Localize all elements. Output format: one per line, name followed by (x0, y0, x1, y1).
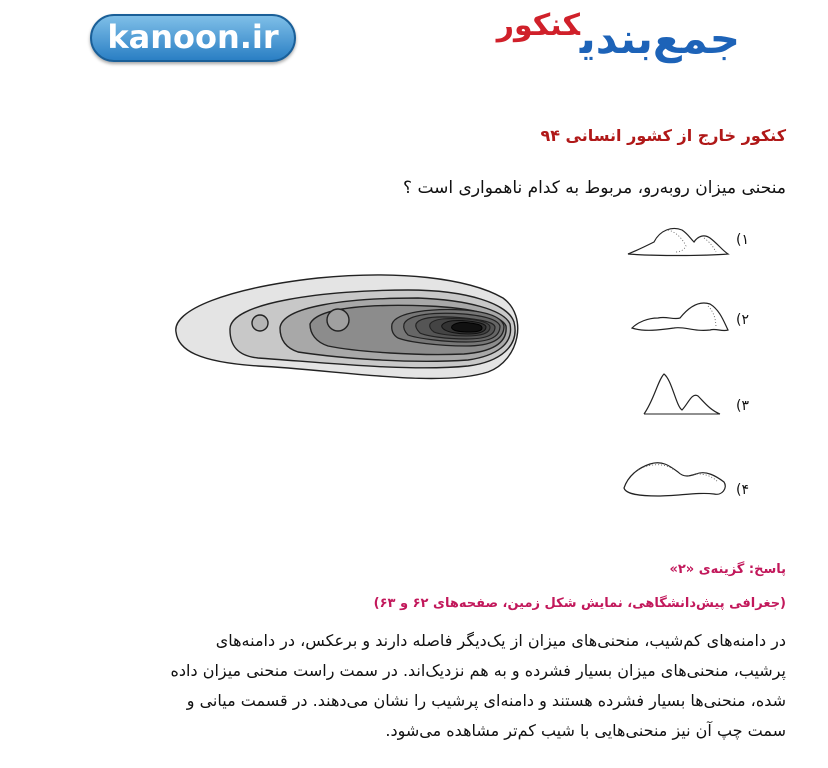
explanation-line: در دامنه‌های کم‌شیب، منحنی‌های میزان از یک‌دیگر فاصله دارند و برعکس، در دامنه‌های (215, 631, 786, 650)
kanoon-logo[interactable]: kanoon.ir (90, 14, 296, 62)
option-3-number: (۳ (736, 398, 749, 414)
hill-profile-icon (618, 452, 736, 502)
option-4-number: (۴ (736, 482, 749, 498)
option-2[interactable] (624, 298, 764, 342)
explanation-line: شده، منحنی‌ها بسیار فشرده هستند و دامنه‌ای پرشیب را نشان می‌دهند. در قسمت میانی و (186, 691, 786, 710)
answer-explanation (42, 626, 786, 746)
hill-profile-icon (624, 298, 736, 342)
brand-sub: کنکور (496, 8, 580, 43)
explanation-line: پرشیب، منحنی‌های میزان بسیار فشرده و به هم نزدیک‌اند. در سمت راست منحنی میزان داده (170, 661, 786, 680)
answer-reference: (جغرافی پیش‌دانشگاهی، نمایش شکل زمین، صفحه‌های ۶۲ و ۶۳) (373, 596, 786, 611)
hill-profile-icon (624, 370, 736, 420)
option-3[interactable] (624, 370, 764, 420)
option-1[interactable] (624, 220, 764, 264)
option-4[interactable] (618, 452, 764, 502)
brand-title (496, 8, 740, 63)
answer-label: پاسخ: گزینه‌ی «۲» (669, 562, 786, 577)
hill-profile-icon (624, 220, 736, 264)
question-text: منحنی میزان روبه‌رو، مربوط به کدام ناهمواری است ؟ (403, 178, 786, 198)
brand-main: جمع‌بندی (579, 14, 740, 63)
contour-map-figure (168, 258, 526, 382)
explanation-line: سمت چپ آن نیز منحنی‌هایی با شیب کم‌تر مشاهده می‌شود. (385, 721, 786, 740)
option-2-number: (۲ (736, 312, 749, 328)
option-1-number: (۱ (736, 232, 749, 248)
question-title: کنکور خارج از کشور انسانی ۹۴ (540, 126, 786, 145)
